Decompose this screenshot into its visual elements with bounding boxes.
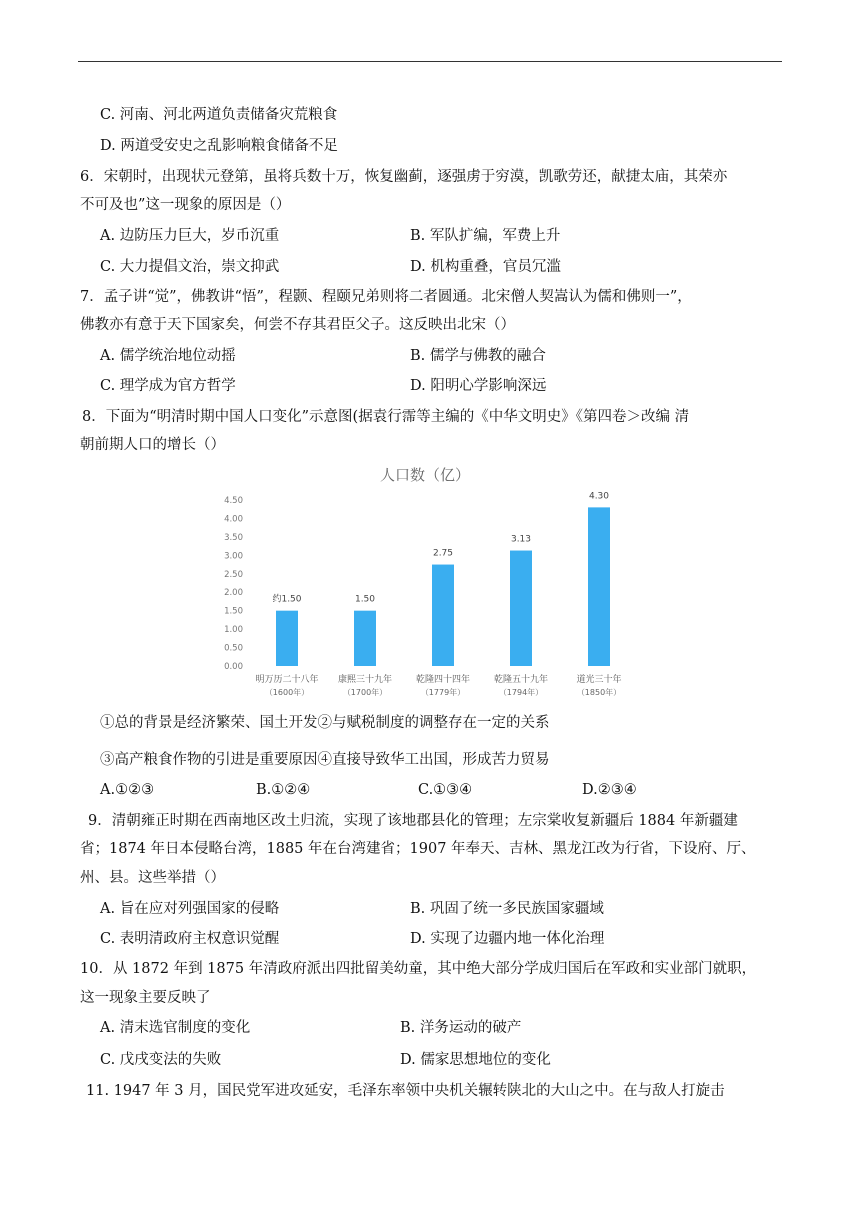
bar-data-label: 1.50 <box>354 594 376 605</box>
bar-data-label: 2.75 <box>432 548 454 559</box>
x-category-label: 康熙三十九年 <box>337 675 393 685</box>
x-year-label: （1794年） <box>498 688 544 697</box>
q6-option-c[interactable]: C. 大力提倡文治，崇文抑武 <box>100 259 280 275</box>
q9-option-b[interactable]: B. 巩固了统一多民族国家疆域 <box>410 901 604 917</box>
q7-option-a[interactable]: A. 儒学统治地位动摇 <box>100 348 236 364</box>
chart-title: 人口数（亿） <box>379 466 471 484</box>
q5-option-c[interactable]: C. 河南、河北两道负责储备灾荒粮食 <box>100 107 338 123</box>
x-year-label: （1850年） <box>576 688 622 697</box>
q10-option-b[interactable]: B. 洋务运动的破产 <box>400 1020 522 1036</box>
q9-stem-line-1: 9．清朝雍正时期在西南地区改土归流，实现了该地郡县化的管理；左宗棠收复新疆后 1884 年新疆建 <box>88 813 738 829</box>
q6-option-b[interactable]: B. 军队扩编，军费上升 <box>410 228 561 244</box>
q7-stem-line-1: 7．孟子讲“觉”，佛教讲“悟”，程颢、程颐兄弟则将二者圆通。北宋僧人契嵩认为儒和佛则一”， <box>80 289 692 305</box>
q6-option-a[interactable]: A. 边防压力巨大，岁币沉重 <box>100 228 280 244</box>
bar <box>354 611 376 666</box>
bar <box>432 565 454 666</box>
x-year-label: （1600年） <box>264 688 310 697</box>
q9-stem-line-2: 省；1874 年日本侵略台湾，1885 年在台湾建省；1907 年奉天、吉林、黑龙江改为行省，下设府、厅、 <box>80 841 756 857</box>
q8-option-d[interactable]: D.②③④ <box>582 782 637 798</box>
q9-option-c[interactable]: C. 表明清政府主权意识觉醒 <box>100 931 280 947</box>
q5-option-d[interactable]: D. 两道受安史之乱影响粮食储备不足 <box>100 138 338 154</box>
bar-data-label: 约1.50 <box>272 594 302 605</box>
q10-option-c[interactable]: C. 戊戌变法的失败 <box>100 1052 222 1068</box>
top-rule <box>78 61 782 62</box>
q7-option-c[interactable]: C. 理学成为官方哲学 <box>100 378 236 394</box>
y-tick-label: 1.50 <box>224 606 243 617</box>
q8-statement-2: ③高产粮食作物的引进是重要原因④直接导致华工出国，形成苦力贸易 <box>100 752 550 768</box>
q10-stem-line-2: 这一现象主要反映了 <box>80 990 211 1006</box>
q7-option-b[interactable]: B. 儒学与佛教的融合 <box>410 348 546 364</box>
x-category-label: 明万历二十八年 <box>255 675 319 685</box>
bar <box>510 551 532 666</box>
y-tick-label: 0.00 <box>224 662 243 672</box>
q8-option-c[interactable]: C.①③④ <box>418 782 473 798</box>
q10-stem-line-1: 10．从 1872 年到 1875 年清政府派出四批留美幼童，其中绝大部分学成归国后在军政和实业部门就职， <box>80 961 757 977</box>
y-tick-label: 4.50 <box>224 496 243 506</box>
x-year-label: （1700年） <box>342 688 388 697</box>
q9-option-d[interactable]: D. 实现了边疆内地一体化治理 <box>410 931 605 947</box>
y-tick-label: 2.50 <box>224 569 243 580</box>
bar <box>276 611 298 666</box>
y-tick-label: 4.00 <box>224 514 243 525</box>
q6-option-d[interactable]: D. 机构重叠，官员冗滥 <box>410 259 561 275</box>
population-chart <box>215 460 645 705</box>
y-tick-label: 3.50 <box>224 532 243 543</box>
q11-stem-line-1: 11. 1947 年 3 月，国民党军进攻延安，毛泽东率领中央机关辗转陕北的大山之中。在与敌人打旋击 <box>86 1083 725 1099</box>
y-tick-label: 1.00 <box>224 625 243 636</box>
q9-option-a[interactable]: A. 旨在应对列强国家的侵略 <box>100 901 280 917</box>
y-tick-label: 2.00 <box>224 588 243 599</box>
q8-stem-line-2: 朝前期人口的增长（） <box>80 437 225 453</box>
x-category-label: 乾隆四十四年 <box>415 675 471 685</box>
y-tick-label: 3.00 <box>224 551 243 562</box>
q10-option-a[interactable]: A. 清末选官制度的变化 <box>100 1020 251 1036</box>
q8-option-a[interactable]: A.①②③ <box>100 782 155 798</box>
q7-option-d[interactable]: D. 阳明心学影响深远 <box>410 378 547 394</box>
x-year-label: （1779年） <box>420 688 466 697</box>
q9-stem-line-3: 州、县。这些举措（） <box>80 870 225 886</box>
q10-option-d[interactable]: D. 儒家思想地位的变化 <box>400 1052 551 1068</box>
y-tick-label: 0.50 <box>224 643 243 654</box>
q8-option-b[interactable]: B.①②④ <box>256 782 311 798</box>
bar-data-label: 4.30 <box>588 491 610 502</box>
q7-stem-line-2: 佛教亦有意于天下国家矣，何尝不存其君臣父子。这反映出北宋（） <box>80 317 515 333</box>
q8-stem-line-1: 8．下面为“明清时期中国人口变化”示意图(据袁行霈等主编的《中华文明史》《第四卷＞改编 清 <box>82 409 690 425</box>
q6-stem-line-1: 6．宋朝时，出现状元登第，虽将兵数十万，恢复幽蓟，逐强虏于穷漠，凯歌劳还，献捷太庙，其荣亦 <box>80 169 728 185</box>
population-chart-svg <box>215 460 645 705</box>
x-category-label: 道光三十年 <box>576 675 622 685</box>
bar-data-label: 3.13 <box>510 534 532 545</box>
x-category-label: 乾隆五十九年 <box>493 675 549 685</box>
bar <box>588 507 610 666</box>
q8-statement-1: ①总的背景是经济繁荣、国土开发②与赋税制度的调整存在一定的关系 <box>100 715 550 731</box>
q6-stem-line-2: 不可及也”这一现象的原因是（） <box>80 197 291 213</box>
